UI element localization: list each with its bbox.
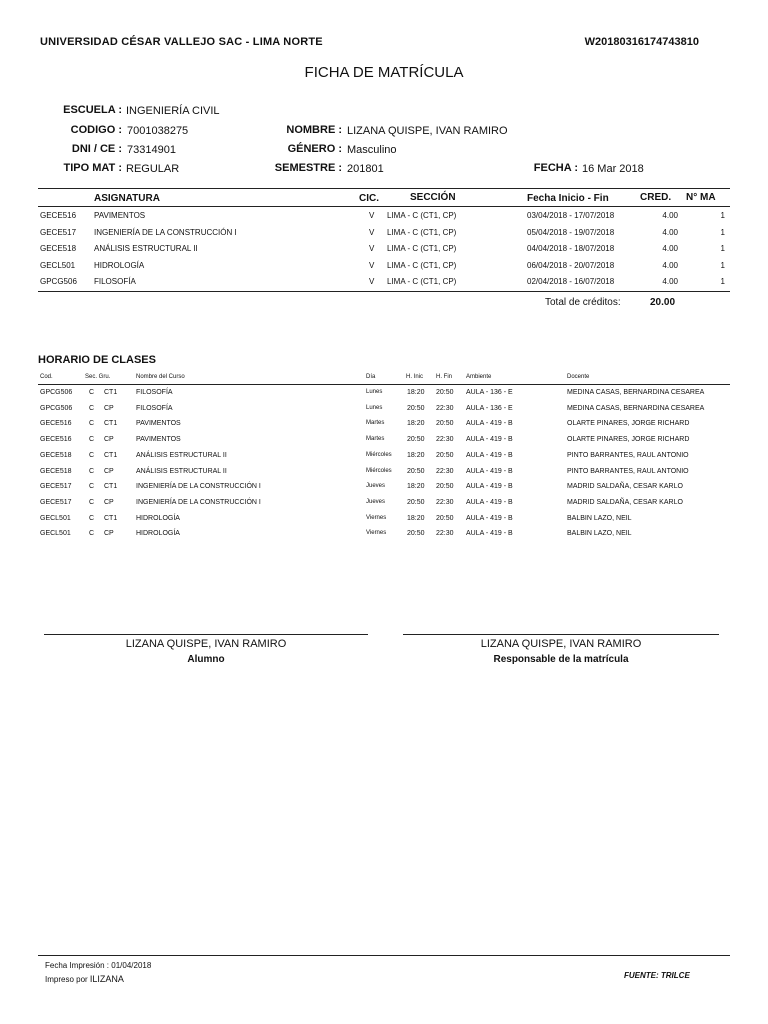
schedule-room: AULA - 419 - B (466, 420, 513, 428)
schedule-section: C (89, 467, 95, 475)
schedule-room: AULA - 136 - E (466, 389, 513, 396)
codigo-label: CODIGO : (70, 124, 122, 136)
schedule-code: GPCG506 (40, 389, 73, 396)
fecha-label: FECHA : (533, 162, 578, 174)
schedule-group: CT1 (104, 389, 118, 396)
schedule-group: CT1 (104, 514, 118, 522)
course-code: GECE518 (40, 244, 77, 253)
schedule-end: 22:30 (436, 467, 454, 475)
schedule-end: 20:50 (436, 514, 454, 522)
printed-by (45, 974, 124, 984)
course-nma: 1 (720, 244, 725, 253)
course-section: LIMA - C (CT1, CP) (387, 277, 457, 286)
schedule-day: Jueves (366, 498, 386, 505)
schedule-day: Lunes (366, 389, 383, 395)
schedule-course: HIDROLOGÍA (136, 514, 180, 522)
signature-responsible-role: Responsable de la matrícula (493, 654, 629, 665)
courses-bottom-rule (38, 291, 730, 292)
schedule-start: 20:50 (407, 404, 425, 412)
document-code: W20180316174743810 (584, 36, 699, 48)
schedule-course: ANÁLISIS ESTRUCTURAL II (136, 451, 227, 459)
signature-line-responsible (403, 634, 719, 635)
schedule-day: Martes (366, 436, 385, 443)
schedule-group: CT1 (104, 420, 118, 428)
course-cycle: V (369, 211, 375, 220)
schedule-teacher: BALBIN LAZO, NEIL (567, 530, 632, 538)
schedule-end: 20:50 (436, 389, 454, 396)
sched-col-hfin: H. Fin (436, 374, 453, 380)
sched-col-docente: Docente (567, 374, 590, 380)
schedule-start: 18:20 (407, 483, 425, 491)
schedule-code: GECE517 (40, 498, 72, 506)
course-nma: 1 (720, 277, 725, 286)
printed-by-value: ILIZANA (89, 974, 124, 984)
sched-col-hinic: H. Inic (406, 374, 424, 380)
schedule-room: AULA - 419 - B (466, 467, 513, 475)
schedule-code: GECL501 (40, 514, 71, 522)
nombre-value: LIZANA QUISPE, IVAN RAMIRO (347, 125, 508, 137)
schedule-group: CP (104, 436, 114, 444)
schedule-teacher: PINTO BARRANTES, RAUL ANTONIO (567, 451, 689, 459)
course-name: ANÁLISIS ESTRUCTURAL II (94, 244, 198, 253)
schedule-section: C (89, 404, 95, 412)
schedule-course: HIDROLOGÍA (136, 530, 180, 538)
dni-value: 73314901 (127, 144, 176, 156)
signature-responsible-name: LIZANA QUISPE, IVAN RAMIRO (480, 638, 642, 650)
schedule-end: 20:50 (436, 451, 454, 459)
schedule-start: 18:20 (407, 451, 425, 459)
course-code: GECE517 (40, 227, 77, 237)
schedule-day: Viernes (366, 514, 387, 521)
footer-rule (38, 955, 730, 956)
schedule-course: INGENIERÍA DE LA CONSTRUCCIÓN I (136, 483, 261, 491)
course-name: PAVIMENTOS (94, 211, 146, 220)
schedule-group: CP (104, 498, 114, 506)
schedule-end: 20:50 (436, 420, 454, 428)
schedule-course: FILOSOFÍA (136, 404, 173, 412)
course-cycle: V (369, 227, 375, 237)
course-code: GPCG506 (40, 277, 77, 286)
col-asignatura: ASIGNATURA (94, 193, 160, 204)
codigo-value: 7001038275 (127, 125, 189, 137)
institution-name: UNIVERSIDAD CÉSAR VALLEJO SAC - LIMA NORTE (40, 36, 323, 48)
sched-col-secgru: Sec. Gru. (85, 374, 111, 380)
course-section: LIMA - C (CT1, CP) (387, 260, 457, 270)
tipo-mat-value: REGULAR (126, 163, 180, 175)
course-nma: 1 (720, 211, 725, 220)
course-cycle: V (369, 260, 375, 270)
schedule-course: INGENIERÍA DE LA CONSTRUCCIÓN I (136, 498, 261, 506)
course-code: GECE516 (40, 211, 77, 220)
schedule-code: GECE518 (40, 467, 72, 475)
schedule-room: AULA - 419 - B (466, 483, 513, 491)
schedule-section: C (89, 389, 95, 396)
schedule-code: GECE516 (40, 436, 72, 444)
course-credits: 4.00 (662, 260, 678, 270)
sched-col-dia: Día (366, 374, 376, 380)
course-name: INGENIERÍA DE LA CONSTRUCCIÓN I (94, 227, 237, 237)
schedule-room: AULA - 419 - B (466, 451, 513, 459)
course-dates: 04/04/2018 - 18/07/2018 (527, 244, 615, 253)
schedule-room: AULA - 419 - B (466, 436, 513, 444)
schedule-group: CT1 (104, 451, 118, 459)
schedule-course: ANÁLISIS ESTRUCTURAL II (136, 467, 227, 475)
schedule-day: Miércoles (366, 451, 392, 458)
course-credits: 4.00 (662, 277, 678, 286)
schedule-teacher: MEDINA CASAS, BERNARDINA CESAREA (567, 404, 705, 412)
course-section: LIMA - C (CT1, CP) (387, 211, 457, 220)
schedule-start: 20:50 (407, 436, 425, 444)
schedule-course: PAVIMENTOS (136, 420, 181, 428)
schedule-section: C (89, 436, 95, 444)
schedule-end: 22:30 (436, 436, 454, 444)
schedule-section: C (89, 498, 95, 506)
page-title: FICHA DE MATRÍCULA (304, 64, 464, 81)
schedule-end: 22:30 (436, 498, 454, 506)
courses-header-rule (38, 206, 730, 207)
schedule-header-rule (38, 384, 730, 385)
course-dates: 05/04/2018 - 19/07/2018 (527, 227, 615, 237)
schedule-day: Lunes (366, 404, 383, 411)
schedule-start: 18:20 (407, 514, 425, 522)
schedule-start: 18:20 (407, 389, 425, 396)
schedule-end: 22:30 (436, 404, 454, 412)
signature-student-name: LIZANA QUISPE, IVAN RAMIRO (125, 638, 287, 650)
course-credits: 4.00 (662, 211, 678, 220)
course-name: FILOSOFÍA (94, 277, 136, 286)
schedule-group: CP (104, 404, 114, 412)
schedule-teacher: PINTO BARRANTES, RAUL ANTONIO (567, 467, 689, 475)
schedule-day: Viernes (366, 530, 387, 537)
schedule-code: GECE516 (40, 420, 72, 428)
genero-label: GÉNERO : (287, 143, 342, 155)
course-dates: 02/04/2018 - 16/07/2018 (527, 277, 615, 286)
schedule-code: GPCG506 (40, 404, 73, 412)
schedule-title: HORARIO DE CLASES (38, 354, 156, 366)
col-cic: CIC. (359, 193, 379, 204)
schedule-group: CP (104, 530, 114, 538)
courses-top-rule (38, 188, 730, 189)
schedule-teacher: MADRID SALDAÑA, CESAR KARLO (567, 498, 683, 506)
col-cred: CRED. (640, 192, 672, 203)
schedule-course: FILOSOFÍA (136, 389, 173, 396)
schedule-group: CP (104, 467, 114, 475)
schedule-section: C (89, 483, 95, 491)
schedule-day: Miércoles (366, 467, 392, 474)
schedule-start: 20:50 (407, 530, 425, 538)
genero-value: Masculino (347, 144, 397, 156)
schedule-room: AULA - 419 - B (466, 530, 513, 538)
col-nma: N° MA (686, 192, 716, 203)
schedule-section: C (89, 451, 95, 459)
schedule-section: C (89, 420, 95, 428)
signature-line-student (44, 634, 368, 635)
course-section: LIMA - C (CT1, CP) (387, 227, 457, 237)
fecha-value: 16 Mar 2018 (582, 163, 644, 175)
schedule-teacher: OLARTE PINARES, JORGE RICHARD (567, 420, 690, 428)
schedule-group: CT1 (104, 483, 118, 491)
schedule-code: GECE517 (40, 483, 72, 491)
schedule-room: AULA - 136 - E (466, 404, 513, 412)
course-section: LIMA - C (CT1, CP) (387, 244, 457, 253)
schedule-code: GECL501 (40, 530, 71, 538)
course-code: GECL501 (40, 260, 76, 270)
schedule-end: 20:50 (436, 483, 454, 491)
course-credits: 4.00 (662, 227, 678, 237)
schedule-course: PAVIMENTOS (136, 436, 181, 444)
col-seccion: SECCIÓN (410, 192, 456, 203)
course-nma: 1 (720, 227, 725, 237)
schedule-start: 20:50 (407, 467, 425, 475)
course-name: HIDROLOGÍA (94, 260, 145, 270)
schedule-teacher: OLARTE PINARES, JORGE RICHARD (567, 436, 690, 444)
schedule-day: Martes (366, 420, 385, 427)
sched-col-ambiente: Ambiente (466, 374, 492, 380)
total-credits-label: Total de créditos: (545, 297, 621, 308)
schedule-room: AULA - 419 - B (466, 498, 513, 506)
sched-col-nombre: Nombre del Curso (136, 374, 185, 380)
print-date: Fecha Impresión : 01/04/2018 (45, 961, 152, 970)
schedule-section: C (89, 530, 95, 538)
schedule-end: 22:30 (436, 530, 454, 538)
schedule-room: AULA - 419 - B (466, 514, 513, 522)
course-cycle: V (369, 277, 375, 286)
semestre-label: SEMESTRE : (274, 162, 342, 174)
course-dates: 06/04/2018 - 20/07/2018 (527, 260, 615, 270)
tipo-mat-label: TIPO MAT : (63, 162, 122, 174)
col-fechas: Fecha Inicio - Fin (527, 193, 609, 204)
escuela-value: INGENIERÍA CIVIL (126, 105, 220, 117)
escuela-label: ESCUELA : (63, 104, 122, 116)
course-dates: 03/04/2018 - 17/07/2018 (527, 211, 615, 220)
schedule-day: Jueves (366, 483, 386, 490)
printed-by-label: Impreso por (45, 975, 88, 984)
signature-student-role: Alumno (187, 654, 225, 665)
course-cycle: V (369, 244, 375, 253)
course-credits: 4.00 (662, 244, 678, 253)
dni-label: DNI / CE : (71, 143, 122, 155)
schedule-start: 20:50 (407, 498, 425, 506)
schedule-section: C (89, 514, 95, 522)
course-nma: 1 (720, 260, 725, 270)
schedule-code: GECE518 (40, 451, 72, 459)
sched-col-cod: Cod. (40, 374, 53, 380)
schedule-teacher: MADRID SALDAÑA, CESAR KARLO (567, 483, 683, 491)
source-label: FUENTE: TRILCE (624, 971, 690, 980)
total-credits-value: 20.00 (650, 297, 676, 308)
schedule-teacher: MEDINA CASAS, BERNARDINA CESAREA (567, 389, 705, 396)
schedule-teacher: BALBIN LAZO, NEIL (567, 514, 632, 522)
nombre-label: NOMBRE : (286, 124, 342, 136)
semestre-value: 201801 (347, 163, 384, 175)
schedule-start: 18:20 (407, 420, 425, 428)
